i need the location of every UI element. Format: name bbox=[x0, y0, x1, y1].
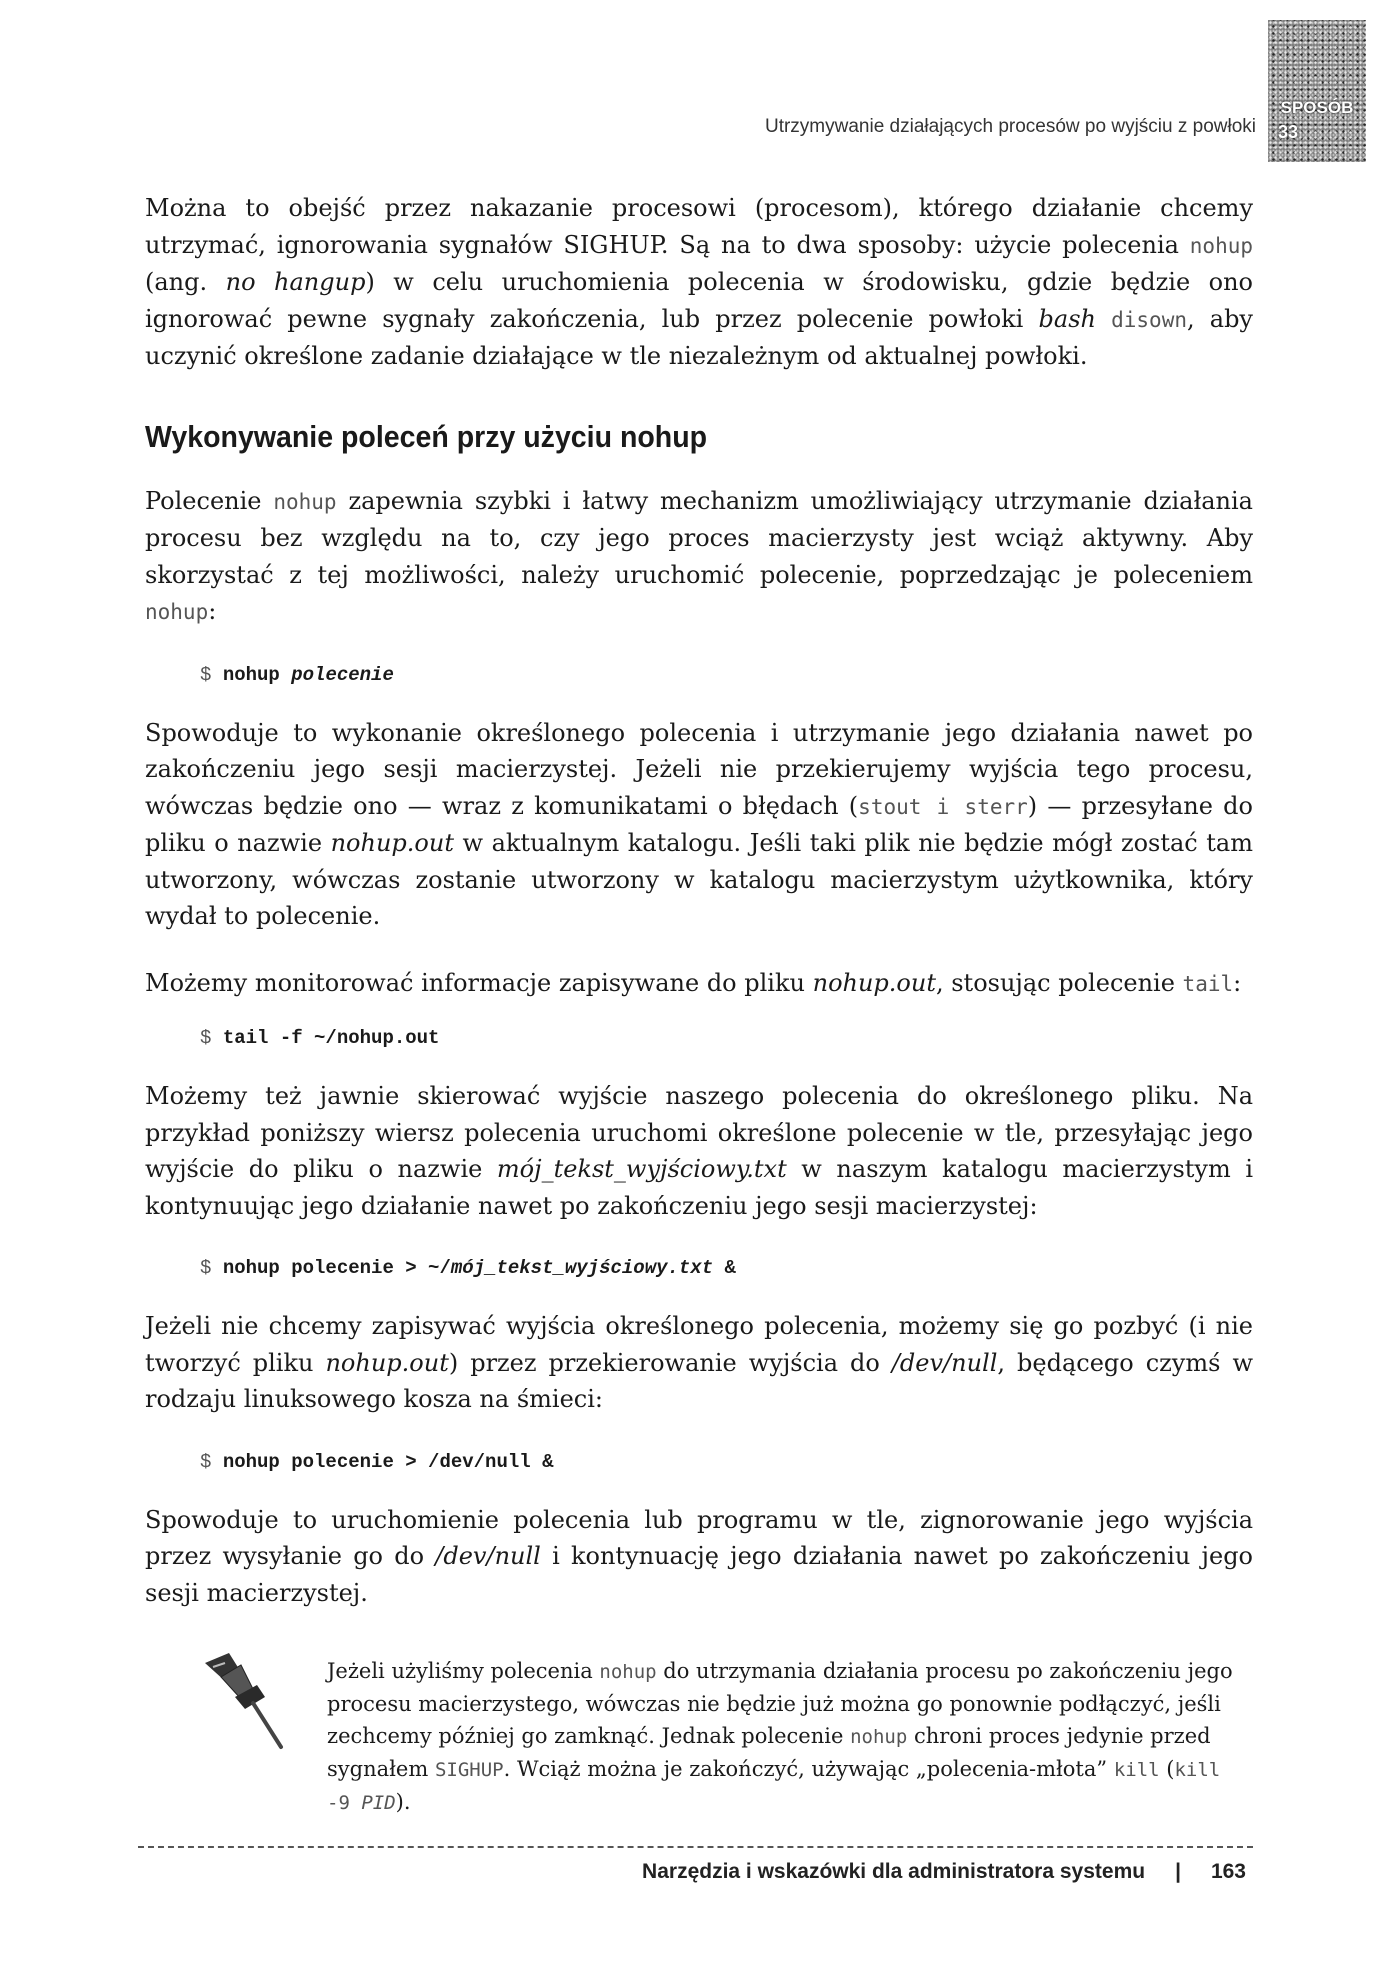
text: Polecenie bbox=[145, 486, 274, 515]
emphasis: nohup.out bbox=[812, 968, 936, 997]
paragraph-nohup-out bbox=[145, 715, 1253, 935]
text: ) przez przekierowanie wyjścia do bbox=[448, 1348, 892, 1377]
running-title: Utrzymywanie działających procesów po wyjściu z powłoki bbox=[764, 116, 1256, 137]
inline-code: kill -9 bbox=[327, 1759, 1221, 1814]
text: w aktualnym katalogu. Jeśli taki plik nie będzie mógł zostać tam utworzony, wówczas zostanie utworzony w katalogu macierzystym użytkownika, który wydał to polecenie. bbox=[145, 829, 1253, 930]
page-content bbox=[145, 190, 1253, 1819]
command: nohup polecenie > /dev/null & bbox=[222, 1450, 554, 1473]
inline-code: nohup bbox=[273, 489, 337, 514]
paragraph-devnull bbox=[145, 1308, 1253, 1418]
paragraph-intro bbox=[145, 190, 1253, 375]
text: ) w celu uruchomienia polecenia w środowisku, gdzie będzie ono ignorować pewne sygnały zakończenia, lub przez polecenie powłoki bbox=[145, 268, 1253, 333]
text: Można to obejść przez nakazanie procesowi (procesom), którego działanie chcemy utrzymać, ignorowania sygnałów SIGHUP. Są na to dwa sposoby: użycie polecenia bbox=[145, 194, 1253, 259]
text: ) — przesyłane do pliku o nazwie bbox=[145, 791, 1253, 857]
text: ). bbox=[395, 1790, 411, 1814]
command: & bbox=[713, 1257, 736, 1279]
code-block-redirect bbox=[200, 1254, 1253, 1282]
inline-code: tail bbox=[1182, 971, 1234, 996]
footer-divider bbox=[138, 1846, 1253, 1848]
emphasis: no hangup bbox=[225, 268, 366, 296]
prompt: $ bbox=[200, 663, 223, 686]
inline-code: SIGHUP bbox=[434, 1759, 504, 1781]
tip-text bbox=[327, 1655, 1253, 1819]
section-heading: Wykonywanie poleceń przy użyciu nohup bbox=[145, 418, 708, 454]
paragraph-monitor bbox=[145, 965, 1253, 1003]
text: , stosując polecenie bbox=[935, 968, 1183, 997]
code-block-tail bbox=[200, 1024, 1253, 1052]
text: w naszym katalogu macierzystym i kontynuując jego działanie nawet po zakończeniu jego sesji macierzystej: bbox=[145, 1155, 1253, 1220]
emphasis: /dev/null bbox=[891, 1348, 998, 1377]
page-footer bbox=[642, 1860, 1246, 1884]
inline-code: nohup bbox=[850, 1726, 908, 1748]
inline-code: stout i sterr bbox=[858, 794, 1028, 819]
code-block-devnull bbox=[200, 1448, 1253, 1476]
text: Jeżeli nie chcemy zapisywać wyjścia określonego polecenia, możemy się go pozbyć (i nie tworzyć pliku bbox=[145, 1312, 1253, 1377]
page-number: 163 bbox=[1210, 1860, 1246, 1883]
book-title: Narzędzia i wskazówki dla administratora systemu bbox=[642, 1860, 1146, 1883]
paragraph-nohup-intro bbox=[145, 483, 1253, 631]
text: ( bbox=[1159, 1757, 1175, 1781]
emphasis: nohup.out bbox=[325, 1348, 449, 1377]
inline-code: nohup bbox=[1189, 233, 1253, 258]
inline-code: nohup bbox=[145, 600, 209, 624]
text: Jeżeli użyliśmy polecenia bbox=[327, 1659, 600, 1683]
paragraph-redirect bbox=[145, 1078, 1253, 1224]
text: do utrzymania działania procesu po zakończeniu jego procesu macierzystego, wówczas nie będzie już można go ponownie podłączyć, jeśli zechcemy później go zamknąć. Jednak polecenie bbox=[327, 1659, 1233, 1748]
prompt: $ bbox=[200, 1257, 223, 1279]
argument: polecenie bbox=[291, 663, 394, 686]
emphasis: mój_tekst_wyjściowy.txt bbox=[496, 1155, 787, 1183]
text bbox=[1096, 305, 1111, 333]
text: i kontynuację jego działania nawet po zakończeniu jego sesji macierzystej. bbox=[145, 1542, 1254, 1607]
command: nohup polecenie > ~/ bbox=[222, 1257, 451, 1279]
text: Spowoduje to uruchomienie polecenia lub programu w tle, zignorowanie jego wyjścia przez wysyłanie go do bbox=[145, 1505, 1253, 1570]
argument: mój_tekst_wyjściowy.txt bbox=[450, 1257, 714, 1279]
text: Możemy monitorować informacje zapisywane do pliku bbox=[145, 968, 813, 997]
pushpin-icon bbox=[195, 1649, 295, 1759]
command: tail -f ~/nohup.out bbox=[222, 1027, 440, 1049]
text: zapewnia szybki i łatwy mechanizm umożliwiający utrzymanie działania procesu bez względu na to, czy jego proces macierzysty jest wciąż aktywny. Aby skorzystać z tej możliwości, należy uruchomić polecenie, poprzedzając je poleceniem bbox=[145, 486, 1253, 589]
badge-label: SPOSÓB bbox=[1280, 98, 1354, 117]
paragraph-background bbox=[145, 1502, 1253, 1612]
prompt: $ bbox=[200, 1450, 223, 1473]
text: Spowoduje to wykonanie określonego polecenia i utrzymanie jego działania nawet po zakończeniu jego sesji macierzystej. Jeżeli nie przekierujemy wyjścia tego procesu, wówczas będzie ono — wraz z komunikatami o błędach ( bbox=[145, 718, 1253, 820]
footer-separator: | bbox=[1175, 1860, 1181, 1883]
tip-note bbox=[145, 1655, 1253, 1819]
prompt: $ bbox=[200, 1027, 223, 1049]
badge-number: 33 bbox=[1278, 122, 1299, 142]
emphasis: bash bbox=[1038, 304, 1096, 333]
inline-code: disown bbox=[1111, 307, 1187, 332]
text: : bbox=[208, 597, 217, 625]
text: , będącego czymś w rodzaju linuksowego kosza na śmieci: bbox=[145, 1348, 1253, 1413]
code-block-nohup bbox=[200, 661, 1253, 689]
hack-badge bbox=[1268, 20, 1366, 162]
text: , aby uczynić określone zadanie działające w tle niezależnym od aktualnej powłoki. bbox=[145, 304, 1253, 370]
emphasis: /dev/null bbox=[435, 1542, 541, 1570]
emphasis: nohup.out bbox=[330, 829, 454, 857]
command: nohup bbox=[222, 663, 292, 686]
inline-code: nohup bbox=[599, 1661, 657, 1683]
inline-code: kill bbox=[1113, 1759, 1160, 1781]
inline-code: PID bbox=[361, 1792, 396, 1814]
text: . Wciąż można je zakończyć, używając „polecenia-młota” bbox=[503, 1757, 1114, 1781]
text: Możemy też jawnie skierować wyjście naszego polecenia do określonego pliku. Na przykład poniższy wiersz polecenia uruchomi określone polecenie w tle, przesyłając jego wyjście do pliku o nazwie bbox=[145, 1082, 1253, 1183]
text: chroni proces jedynie przed sygnałem bbox=[327, 1724, 1211, 1781]
text: (ang. bbox=[145, 268, 226, 296]
text: : bbox=[1233, 968, 1242, 997]
